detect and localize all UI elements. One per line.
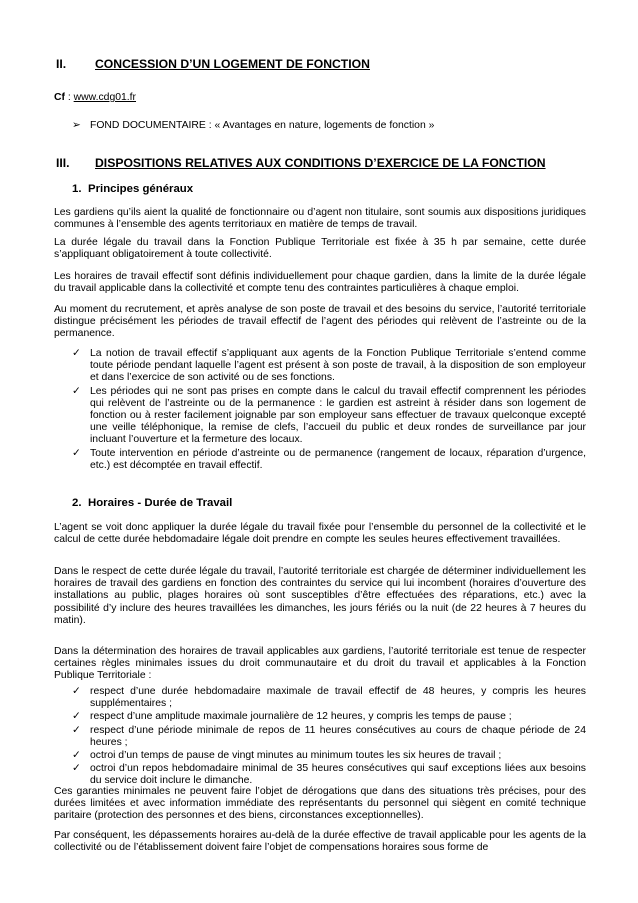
list-item-text: La notion de travail effectif s’appliquant aux agents de la Fonction Publique Territoriale s’entend comme toute période pendant laquelle l’agent est présent à son poste de travail, à la disposition de son employeur et dans l’exercice de son activité ou de ses fonctions. (90, 348, 586, 384)
section-title: CONCESSION D’UN LOGEMENT DE FONCTION (95, 57, 370, 71)
list-item (72, 725, 586, 749)
list-item-text: octroi d’un temps de pause de vingt minutes au minimum toutes les six heures de travail ; (90, 750, 502, 762)
list-item (72, 348, 586, 385)
list-item-text: octroi d’un repos hebdomadaire minimal de 35 heures consécutives qui sauf exceptions liées aux besoins du service doit inclure le dimanche. (90, 763, 586, 787)
subsection-number: 1. (72, 183, 82, 195)
check-icon: ✓ (72, 750, 81, 762)
check-icon: ✓ (72, 724, 81, 736)
fond-documentaire-item (72, 119, 434, 131)
list-item (72, 711, 586, 723)
paragraph: La durée légale du travail dans la Fonction Publique Territoriale est fixée à 35 h par semaine, cette durée s’appliquant obligatoirement à toute collectivité. (54, 237, 586, 261)
paragraph: Au moment du recrutement, et après analyse de son poste de travail et des besoins du service, l’autorité territoriale distingue précisément les périodes de travail effectif de l’agent des périodes qui relèvent de l’astreinte ou de la permanence. (54, 304, 586, 340)
subsection-number: 2. (72, 497, 82, 509)
paragraph: L’agent se voit donc appliquer la durée légale du travail fixée pour l’ensemble du personnel de la collectivité et le calcul de cette durée hebdomadaire légale doit prendre en compte les seules heures effectivement travaillées. (54, 522, 586, 546)
paragraph: Ces garanties minimales ne peuvent faire l’objet de dérogations que dans des situations très précises, pour des durées limitées et avec information immédiate des représentants du personnel qui siègent en comité technique paritaire (protection des personnes et des biens, circonstances exceptionnelles). (54, 786, 586, 822)
reference-label: Cf (54, 92, 65, 103)
section-number: III. (56, 156, 70, 170)
subsection-title: Principes généraux (88, 183, 194, 195)
section-title: DISPOSITIONS RELATIVES AUX CONDITIONS D’EXERCICE DE LA FONCTION (95, 156, 546, 170)
list-item (72, 448, 586, 472)
reference-separator: : (64, 92, 74, 103)
check-icon: ✓ (72, 711, 81, 723)
list-item-text: respect d’une durée hebdomadaire maximale de travail effectif de 48 heures, y compris les heures supplémentaires ; (90, 686, 586, 710)
fond-documentaire-text: FOND DOCUMENTAIRE : « Avantages en nature, logements de fonction » (90, 120, 435, 131)
check-icon: ✓ (72, 348, 81, 359)
section-heading-ii (56, 57, 370, 71)
section-number: II. (56, 57, 67, 71)
list-item-text: Les périodes qui ne sont pas prises en compte dans le calcul du travail effectif comprennent les périodes qui relèvent de l’astreinte ou de la permanence : le gardien est astreint à résider dans son logement de fonction ou à rester facilement joignable par son employeur sans effectuer de travaux quelconque excepté une veille téléphonique, la remise de clefs, l’accueil du public et deux rondes de surveillance par jour incluant l’ouverture et la fermeture des locaux. (90, 385, 586, 446)
paragraph: Les gardiens qu’ils aient la qualité de fonctionnaire ou d’agent non titulaire, sont soumis aux dispositions juridiques communes à l’ensemble des agents territoriaux en matière de temps de travail. (54, 207, 586, 231)
check-icon: ✓ (72, 686, 81, 697)
subsection-heading-2 (72, 497, 232, 509)
paragraph: Les horaires de travail effectif sont définis individuellement pour chaque gardien, dans la limite de la durée légale du travail applicable dans la collectivité et compte tenu des contraintes particulières à chaque emploi. (54, 271, 586, 295)
list-item (72, 386, 586, 447)
reference-link[interactable]: www.cdg01.fr (73, 92, 137, 103)
list-item (72, 686, 586, 710)
check-list (72, 686, 586, 789)
section-heading-iii (56, 156, 546, 170)
list-item-text: respect d’une amplitude maximale journalière de 12 heures, y compris les temps de pause ; (90, 711, 512, 723)
check-icon: ✓ (72, 763, 81, 775)
arrow-bullet-icon: ➢ (72, 120, 81, 131)
subsection-heading-1 (72, 183, 193, 195)
paragraph: Dans le respect de cette durée légale du travail, l’autorité territoriale est chargée de déterminer individuellement les horaires de travail des gardiens en fonction des contraintes du service qui lui incombent (horaires d’ouverture des installations au public, plages horaires où sont susceptibles d’être effectuées des réparations, etc.) avec la possibilité d’y inclure des heures travaillées les dimanches, les jours fériés ou la nuit (de 22 heures à 7 heures du matin). (54, 566, 586, 626)
subsection-title: Horaires - Durée de Travail (88, 497, 233, 509)
reference-line (54, 92, 136, 103)
paragraph: Par conséquent, les dépassements horaires au-delà de la durée effective de travail applicable pour les agents de la collectivité ou de l’établissement doivent faire l’objet de compensations horaires sous forme de (54, 830, 586, 854)
check-icon: ✓ (72, 385, 81, 397)
list-item-text: Toute intervention en période d’astreinte ou de permanence (rangement de locaux, réparation d’urgence, etc.) est décomptée en travail effectif. (90, 447, 586, 471)
check-icon: ✓ (72, 447, 81, 459)
list-item (72, 750, 586, 762)
paragraph: Dans la détermination des horaires de travail applicables aux gardiens, l’autorité territoriale est tenue de respecter certaines règles minimales issues du droit communautaire et du droit du travail et applicables à la Fonction Publique Territoriale : (54, 646, 586, 682)
list-item (72, 763, 586, 787)
check-list (72, 348, 586, 473)
list-item-text: respect d’une période minimale de repos de 11 heures consécutives au cours de chaque période de 24 heures ; (90, 724, 586, 748)
